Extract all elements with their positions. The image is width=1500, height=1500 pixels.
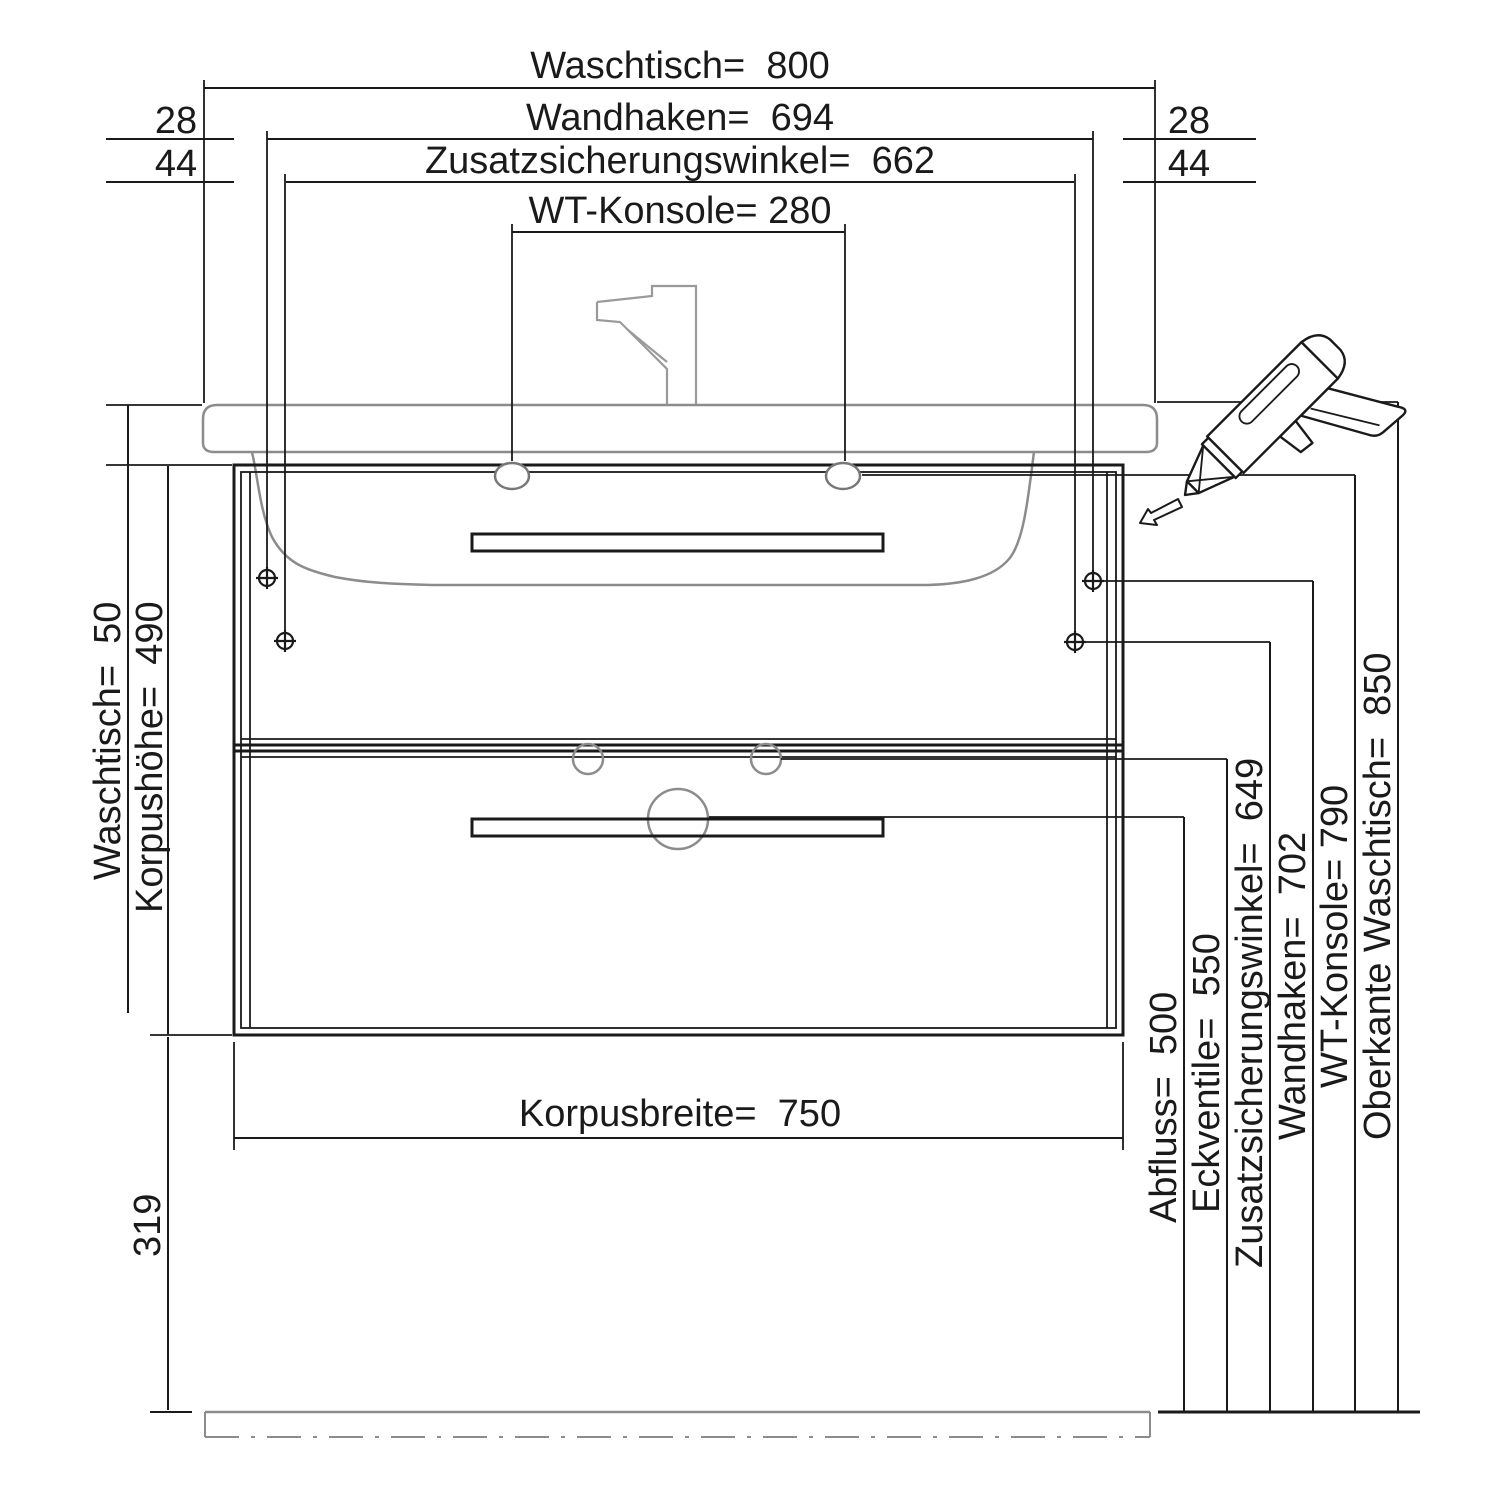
extension-lines (106, 80, 1155, 1150)
label-waschtisch-height: Waschtisch= 50 (87, 601, 129, 880)
console-mount-slots (495, 463, 860, 489)
drawer-handle-top (472, 534, 883, 551)
label-zusatzwinkel-width: Zusatzsicherungswinkel= 662 (424, 140, 936, 182)
label-319: 319 (127, 1193, 169, 1257)
zusatzwinkel-screw-left-icon (274, 630, 296, 652)
mounting-screws (256, 567, 1104, 653)
label-wt-konsole-height: WT-Konsole= 790 (1314, 784, 1356, 1088)
label-wt-konsole-width: WT-Konsole= 280 (528, 190, 832, 232)
label-zusatzwinkel-height: Zusatzsicherungswinkel= 649 (1229, 757, 1271, 1268)
label-wandhaken-width: Wandhaken= 694 (525, 97, 835, 139)
plumbing-fittings (573, 744, 781, 849)
application-direction-arrow-icon (1140, 499, 1182, 525)
label-korpushoehe: Korpushöhe= 490 (129, 601, 171, 913)
zusatzwinkel-screw-right-icon (1064, 631, 1086, 653)
label-waschtisch-width: Waschtisch= 800 (530, 45, 830, 87)
label-wandhaken-height: Wandhaken= 702 (1272, 831, 1314, 1140)
drawer-divider (234, 739, 1123, 757)
label-offset-28-right: 28 (1167, 100, 1211, 142)
label-oberkante: Oberkante Waschtisch= 850 (1357, 652, 1399, 1140)
label-offset-44-left: 44 (154, 143, 198, 185)
console-slot-right (826, 463, 860, 489)
drawer-handle-bottom (472, 819, 883, 836)
floor-plinth (205, 1412, 1150, 1437)
drawer-handles (472, 534, 883, 836)
label-eckventile: Eckventile= 550 (1186, 933, 1228, 1213)
label-korpusbreite: Korpusbreite= 750 (518, 1093, 842, 1135)
dimension-labels (87, 45, 1399, 1268)
corner-valve-right-icon (751, 744, 781, 774)
label-abfluss: Abfluss= 500 (1143, 991, 1185, 1223)
wandhaken-screw-left-icon (256, 567, 278, 589)
console-slot-left (495, 463, 529, 489)
washbasin-outline (203, 286, 1157, 585)
caulking-gun-icon (1167, 324, 1407, 564)
corner-valve-left-icon (573, 744, 603, 774)
label-offset-28-left: 28 (154, 100, 198, 142)
wandhaken-screw-right-icon (1082, 570, 1104, 592)
label-offset-44-right: 44 (1167, 143, 1211, 185)
